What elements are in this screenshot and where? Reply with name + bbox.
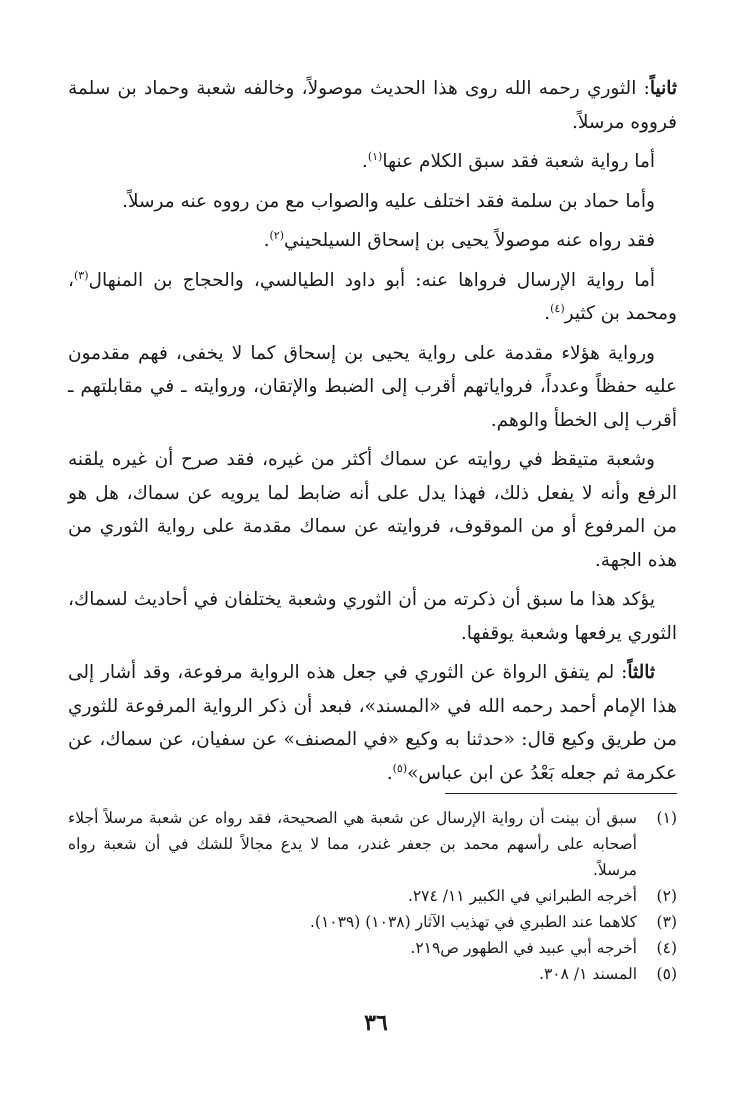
footnote-2: [68, 883, 677, 909]
footnote-1: [68, 805, 677, 883]
paragraph-2: [68, 145, 677, 179]
footnote-text: سبق أن بينت أن رواية الإرسال عن شعبة هي الصحيحة، فقد رواه عن شعبة مرسلاً أجلاء أصحابه على رأسهم محمد بن جعفر غندر، مما لا يدع مجالاً للشك في أن شعبة رواه مرسلاً.: [68, 809, 637, 879]
paragraph-tail: .: [263, 230, 270, 251]
paragraph-text: أما رواية شعبة فقد سبق الكلام عنها: [382, 151, 655, 172]
main-text: [68, 72, 677, 796]
footnote-ref[interactable]: (١): [367, 149, 383, 163]
paragraph-lead: ثالثاً: [627, 662, 655, 683]
paragraph-text: : الثوري رحمه الله روى هذا الحديث موصولاً، وخالفه شعبة وحماد بن سلمة فرووه مرسلاً.: [68, 78, 677, 133]
footnote-5: [68, 961, 677, 987]
paragraph-text: : لم يتفق الرواة عن الثوري في جعل هذه الرواية مرفوعة، وقد أشار إلى هذا الإمام أحمد رحمه الله في «المسند»، فبعد أن ذكر الرواية المرفوعة للثوري من طريق وكيع قال: «حدثنا به وكيع «في المصنف» عن سفيان، عن سماك، عن عكرمة ثم جعله بَعْدُ عن ابن عباس»: [68, 662, 677, 784]
footnote-text: أخرجه أبي عبيد في الطهور ص٢١٩.: [410, 939, 637, 957]
paragraph-text: ورواية هؤلاء مقدمة على رواية يحيى بن إسحاق كما لا يخفى، فهم مقدمون عليه حفظاً وعدداً، فرواياتهم أقرب إلى الضبط والإتقان، وروايته ـ في مقابلتهم ـ أقرب إلى الخطأ والوهم.: [68, 342, 677, 431]
footnote-number: (٤): [656, 939, 677, 957]
footnote-text: كلاهما عند الطبري في تهذيب الآثار (١٠٣٨) (١٠٣٩).: [309, 913, 637, 931]
paragraph-text: وأما حماد بن سلمة فقد اختلف عليه والصواب مع من رووه عنه مرسلاً.: [122, 190, 655, 212]
footnote-4: [68, 935, 677, 961]
footnote-number: (١): [656, 809, 677, 827]
footnote-number: (٢): [656, 887, 677, 905]
footnote-ref[interactable]: (٤): [550, 301, 565, 315]
paragraph-6: [68, 337, 677, 438]
paragraph-lead: ثانياً: [649, 78, 677, 99]
footnote-ref[interactable]: (٢): [269, 228, 284, 242]
paragraph-text: فقد رواه عنه موصولاً يحيى بن إسحاق السيلحيني: [283, 230, 655, 251]
paragraph-3: [68, 185, 677, 219]
footnote-text: المسند ١/ ٣٠٨.: [539, 965, 637, 983]
paragraph-1: [68, 72, 677, 139]
footnote-number: (٥): [656, 965, 677, 983]
footnotes: [68, 805, 677, 987]
paragraph-8: [68, 583, 677, 650]
footnote-text: أخرجه الطبراني في الكبير ١١/ ٢٧٤.: [407, 887, 637, 905]
paragraph-5: [68, 264, 677, 331]
paragraph-tail: .: [361, 151, 368, 172]
paragraph-4: [68, 224, 677, 258]
footnote-ref[interactable]: (٥): [392, 761, 408, 775]
paragraph-9: [68, 656, 677, 790]
paragraph-tail: .: [544, 303, 551, 324]
paragraph-tail: ، ومحمد بن كثير: [68, 269, 677, 324]
paragraph-text: وشعبة متيقظ في روايته عن سماك أكثر من غيره، فقد صرح أن غيره يلقنه الرفع وأنه لا يفعل ذلك، فهذا يدل على أنه ضابط لما يرويه عن سماك، هل هو من المرفوع أو من الموقوف، فروايته عن سماك مقدمة على رواية الثوري من هذه الجهة.: [68, 449, 677, 571]
paragraph-tail: .: [386, 762, 393, 784]
footnote-number: (٣): [656, 913, 677, 931]
paragraph-7: [68, 443, 677, 577]
page-number: ٣٦: [364, 1010, 388, 1036]
paragraph-text: يؤكد هذا ما سبق أن ذكرته من أن الثوري وشعبة يختلفان في أحاديث لسماك، الثوري يرفعها وشعبة يوقفها.: [68, 589, 677, 644]
paragraph-text: أما رواية الإرسال فرواها عنه: أبو داود الطيالسي، والحجاج بن المنهال: [88, 269, 655, 291]
footnote-3: [68, 909, 677, 935]
footnote-ref[interactable]: (٣): [73, 268, 89, 282]
footnote-divider: [445, 793, 677, 794]
